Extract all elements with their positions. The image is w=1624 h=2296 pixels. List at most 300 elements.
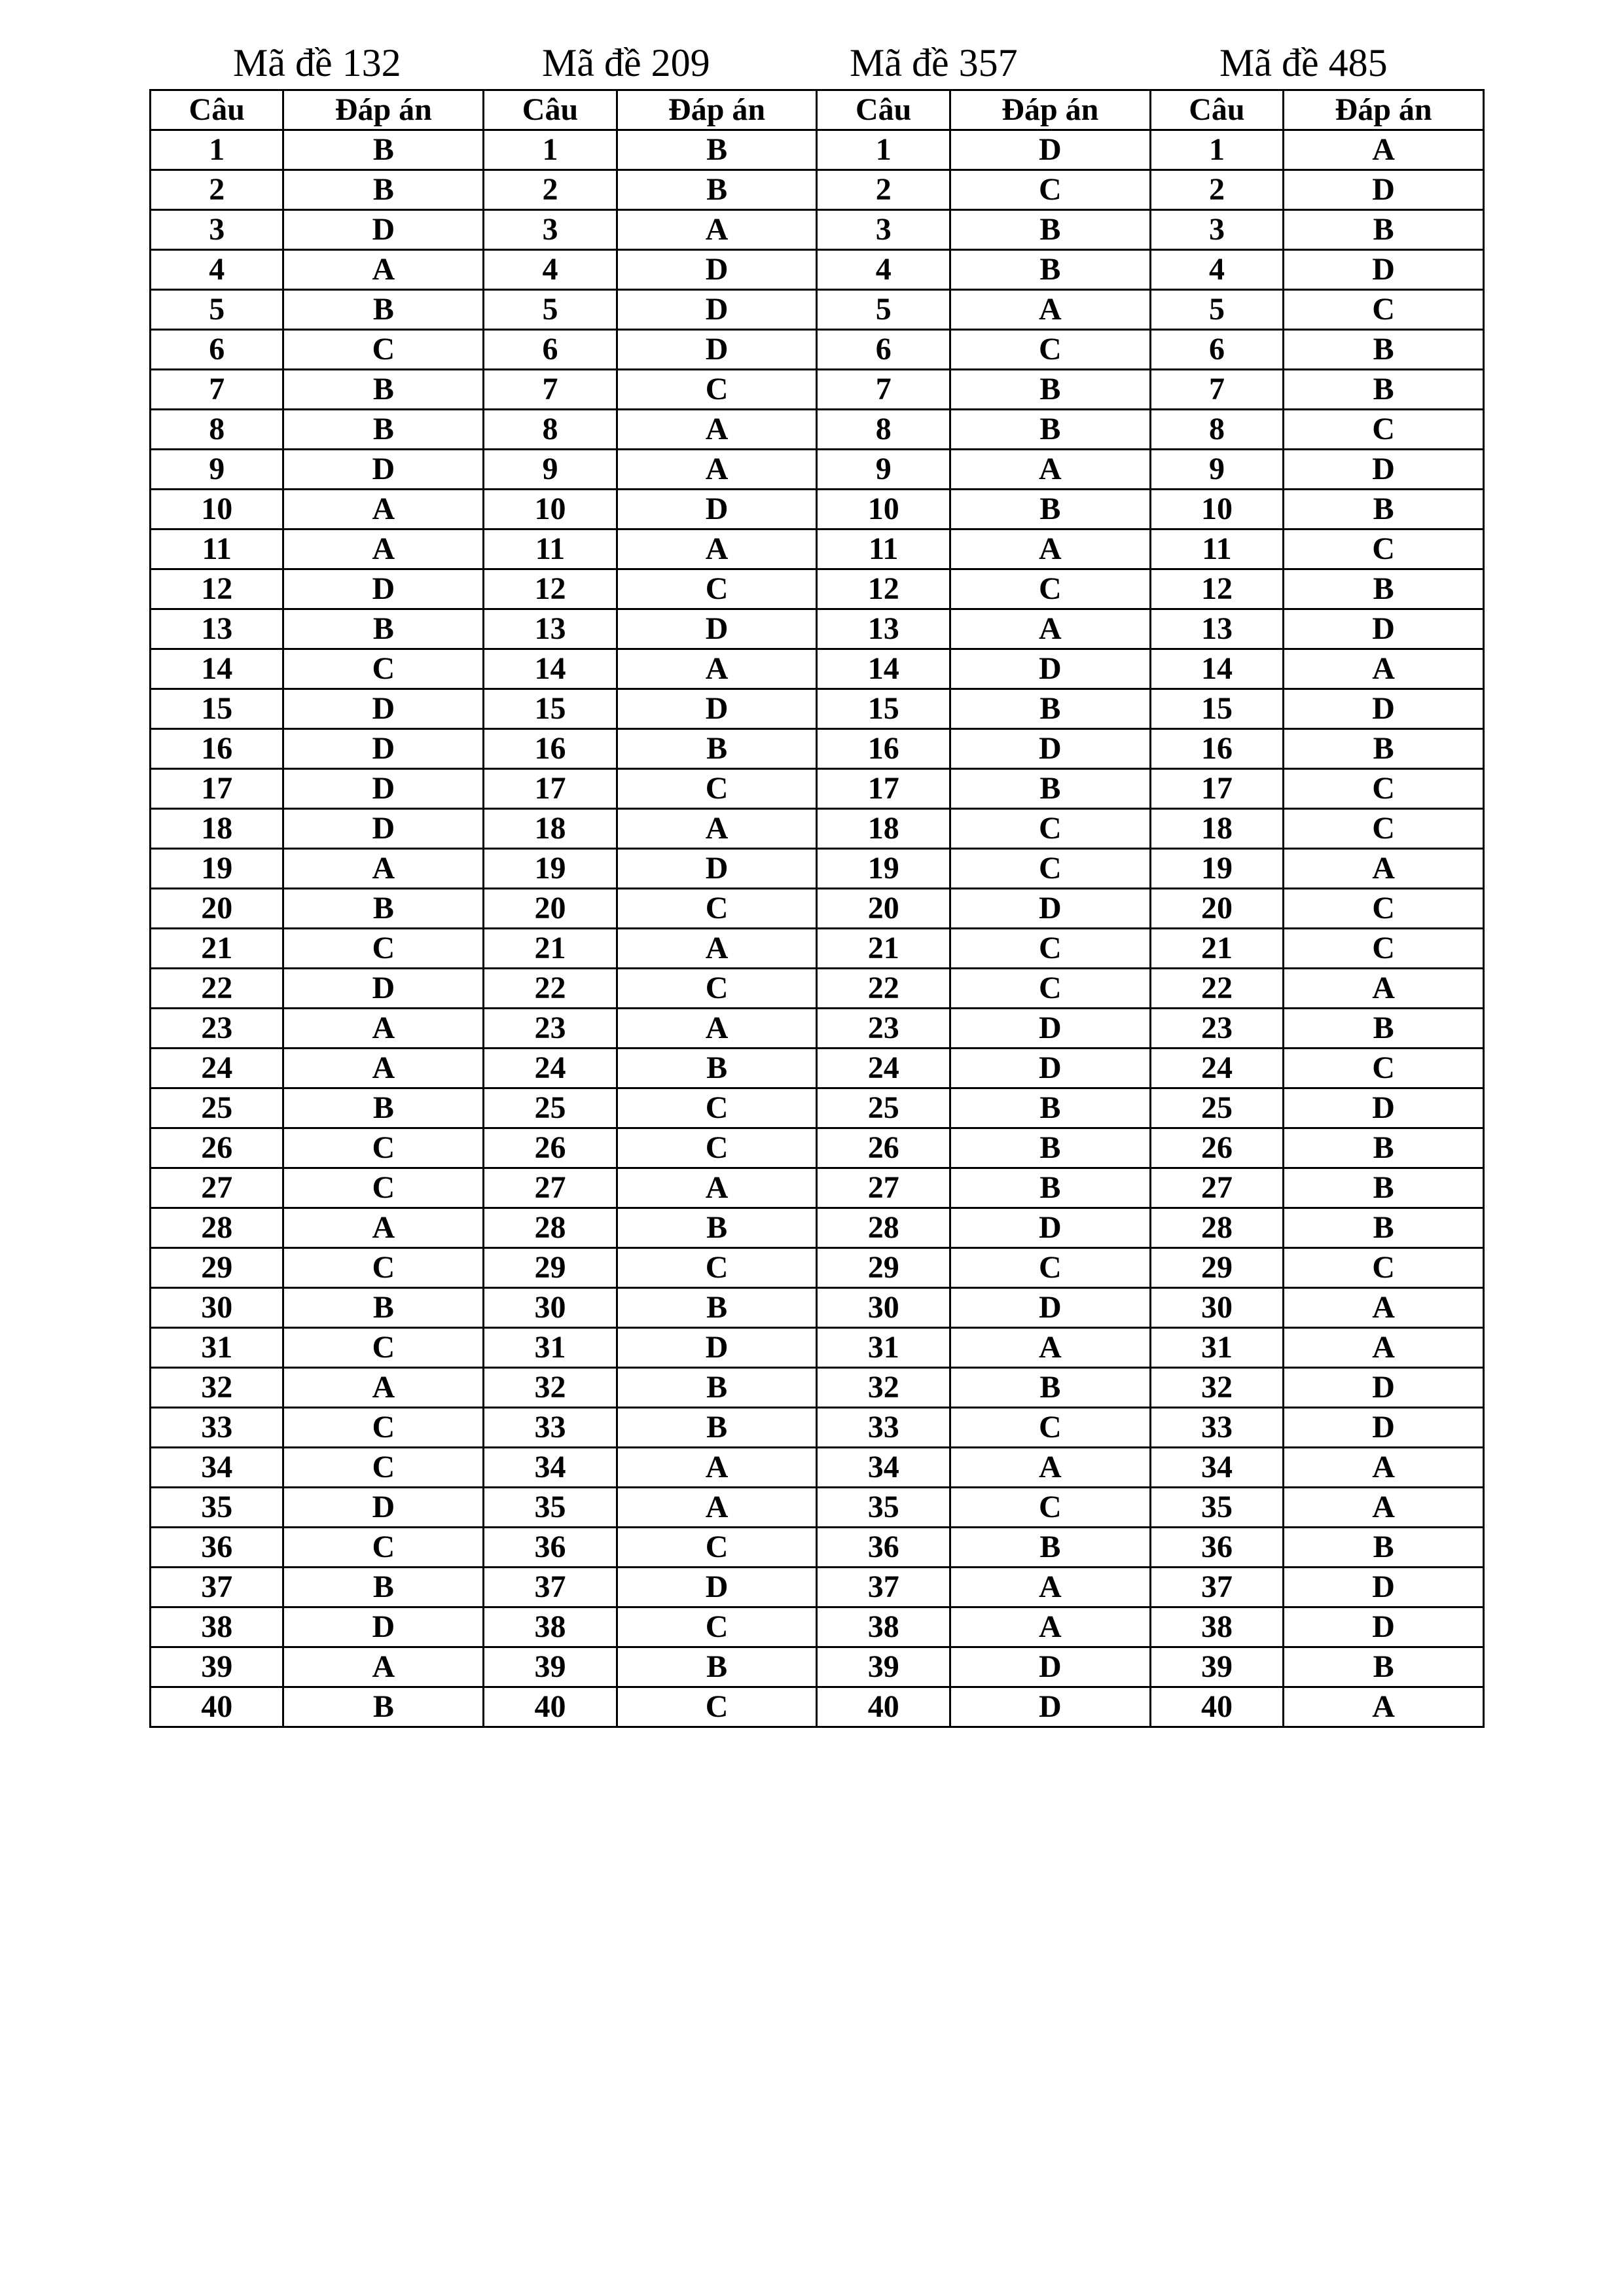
answer-cell: B xyxy=(1284,1647,1484,1687)
answer-cell: B xyxy=(1284,1128,1484,1168)
question-number: 38 xyxy=(817,1607,950,1647)
answer-cell: C xyxy=(283,649,484,689)
table-row xyxy=(151,1328,1484,1368)
answer-cell: D xyxy=(617,490,817,529)
answer-cell: B xyxy=(950,210,1150,250)
answer-cell: C xyxy=(950,170,1150,210)
question-number: 11 xyxy=(151,529,283,569)
answer-cell: C xyxy=(283,1408,484,1448)
answer-key-table xyxy=(149,89,1485,1728)
table-row xyxy=(151,410,1484,450)
question-number: 27 xyxy=(151,1168,283,1208)
table-row xyxy=(151,969,1484,1009)
question-number: 15 xyxy=(1150,689,1283,729)
answer-cell: A xyxy=(283,1208,484,1248)
answer-cell: B xyxy=(950,1168,1150,1208)
question-number: 28 xyxy=(817,1208,950,1248)
question-number: 32 xyxy=(484,1368,617,1408)
answer-cell: B xyxy=(1284,1168,1484,1208)
question-number: 22 xyxy=(817,969,950,1009)
question-number: 37 xyxy=(1150,1568,1283,1607)
answer-cell: D xyxy=(950,1687,1150,1727)
answer-cell: C xyxy=(283,1328,484,1368)
answer-cell: A xyxy=(1284,969,1484,1009)
answer-cell: D xyxy=(1284,609,1484,649)
table-row xyxy=(151,1088,1484,1128)
question-number: 24 xyxy=(151,1049,283,1088)
question-number: 40 xyxy=(151,1687,283,1727)
question-number: 13 xyxy=(151,609,283,649)
answer-cell: A xyxy=(950,1328,1150,1368)
answer-header: Đáp án xyxy=(617,90,817,130)
answer-cell: A xyxy=(617,410,817,450)
exam-code-357: Mã đề 357 xyxy=(850,41,1018,84)
question-header: Câu xyxy=(1150,90,1283,130)
question-number: 32 xyxy=(151,1368,283,1408)
question-number: 4 xyxy=(484,250,617,290)
answer-cell: D xyxy=(1284,689,1484,729)
answer-cell: A xyxy=(617,210,817,250)
table-row xyxy=(151,1168,1484,1208)
question-number: 7 xyxy=(1150,370,1283,410)
question-number: 15 xyxy=(484,689,617,729)
answer-cell: B xyxy=(283,1687,484,1727)
question-number: 31 xyxy=(484,1328,617,1368)
answer-cell: C xyxy=(283,330,484,370)
answer-cell: D xyxy=(617,689,817,729)
answer-cell: D xyxy=(950,1647,1150,1687)
answer-cell: B xyxy=(1284,490,1484,529)
answer-cell: D xyxy=(617,330,817,370)
answer-cell: A xyxy=(617,1168,817,1208)
table-row xyxy=(151,1568,1484,1607)
answer-cell: C xyxy=(617,370,817,410)
question-number: 21 xyxy=(817,929,950,969)
question-number: 6 xyxy=(817,330,950,370)
answer-cell: A xyxy=(283,849,484,889)
answer-cell: C xyxy=(1284,769,1484,809)
question-number: 14 xyxy=(1150,649,1283,689)
answer-cell: B xyxy=(950,1088,1150,1128)
question-number: 1 xyxy=(817,130,950,170)
table-row xyxy=(151,809,1484,849)
question-number: 40 xyxy=(484,1687,617,1727)
answer-cell: A xyxy=(950,1448,1150,1488)
question-number: 19 xyxy=(484,849,617,889)
answer-cell: B xyxy=(950,1368,1150,1408)
answer-cell: D xyxy=(1284,1368,1484,1408)
answer-cell: A xyxy=(950,450,1150,490)
question-number: 12 xyxy=(817,569,950,609)
table-row xyxy=(151,330,1484,370)
answer-cell: B xyxy=(283,410,484,450)
question-number: 34 xyxy=(151,1448,283,1488)
question-number: 20 xyxy=(484,889,617,929)
question-number: 36 xyxy=(484,1528,617,1568)
answer-cell: A xyxy=(617,529,817,569)
answer-cell: A xyxy=(950,1607,1150,1647)
question-number: 5 xyxy=(1150,290,1283,330)
answer-cell: C xyxy=(617,1528,817,1568)
answer-cell: B xyxy=(950,410,1150,450)
answer-cell: A xyxy=(950,290,1150,330)
question-number: 37 xyxy=(151,1568,283,1607)
answer-cell: B xyxy=(950,370,1150,410)
answer-cell: D xyxy=(283,769,484,809)
exam-code-485: Mã đề 485 xyxy=(1219,41,1388,84)
answer-cell: C xyxy=(617,1687,817,1727)
answer-cell: B xyxy=(950,769,1150,809)
answer-cell: D xyxy=(950,729,1150,769)
question-number: 35 xyxy=(1150,1488,1283,1528)
answer-cell: B xyxy=(1284,1009,1484,1049)
answer-cell: A xyxy=(617,929,817,969)
answer-cell: D xyxy=(950,1208,1150,1248)
answer-cell: B xyxy=(283,1088,484,1128)
answer-cell: B xyxy=(1284,370,1484,410)
answer-cell: D xyxy=(283,809,484,849)
question-number: 9 xyxy=(817,450,950,490)
question-number: 22 xyxy=(484,969,617,1009)
question-number: 18 xyxy=(817,809,950,849)
question-number: 24 xyxy=(484,1049,617,1088)
question-number: 39 xyxy=(817,1647,950,1687)
table-row xyxy=(151,210,1484,250)
question-number: 11 xyxy=(484,529,617,569)
table-row xyxy=(151,170,1484,210)
answer-cell: B xyxy=(617,1288,817,1328)
question-number: 27 xyxy=(817,1168,950,1208)
question-number: 8 xyxy=(484,410,617,450)
table-row xyxy=(151,250,1484,290)
answer-cell: C xyxy=(283,1128,484,1168)
answer-cell: A xyxy=(283,1368,484,1408)
question-number: 25 xyxy=(817,1088,950,1128)
question-number: 23 xyxy=(484,1009,617,1049)
question-number: 33 xyxy=(817,1408,950,1448)
answer-header: Đáp án xyxy=(1284,90,1484,130)
question-number: 25 xyxy=(151,1088,283,1128)
answer-cell: D xyxy=(617,849,817,889)
answer-cell: A xyxy=(950,529,1150,569)
question-number: 2 xyxy=(151,170,283,210)
answer-cell: A xyxy=(617,1009,817,1049)
question-number: 34 xyxy=(1150,1448,1283,1488)
question-number: 15 xyxy=(151,689,283,729)
answer-cell: A xyxy=(1284,1288,1484,1328)
question-number: 12 xyxy=(1150,569,1283,609)
answer-cell: A xyxy=(283,250,484,290)
answer-cell: C xyxy=(950,809,1150,849)
table-row xyxy=(151,1009,1484,1049)
answer-cell: C xyxy=(1284,1248,1484,1288)
question-number: 11 xyxy=(817,529,950,569)
answer-header: Đáp án xyxy=(283,90,484,130)
question-number: 35 xyxy=(151,1488,283,1528)
question-number: 25 xyxy=(484,1088,617,1128)
answer-cell: B xyxy=(283,130,484,170)
table-row xyxy=(151,1368,1484,1408)
table-row xyxy=(151,1488,1484,1528)
table-row xyxy=(151,569,1484,609)
question-number: 10 xyxy=(151,490,283,529)
answer-cell: B xyxy=(617,1647,817,1687)
question-number: 33 xyxy=(484,1408,617,1448)
answer-cell: C xyxy=(950,969,1150,1009)
question-number: 29 xyxy=(151,1248,283,1288)
answer-cell: B xyxy=(950,250,1150,290)
answer-cell: B xyxy=(1284,1208,1484,1248)
answer-cell: A xyxy=(950,1568,1150,1607)
answer-cell: A xyxy=(617,1488,817,1528)
question-number: 14 xyxy=(817,649,950,689)
question-number: 35 xyxy=(484,1488,617,1528)
question-header: Câu xyxy=(817,90,950,130)
question-number: 29 xyxy=(817,1248,950,1288)
question-number: 18 xyxy=(484,809,617,849)
question-number: 17 xyxy=(151,769,283,809)
question-number: 30 xyxy=(1150,1288,1283,1328)
question-number: 6 xyxy=(151,330,283,370)
question-number: 21 xyxy=(484,929,617,969)
question-number: 29 xyxy=(484,1248,617,1288)
answer-cell: A xyxy=(950,609,1150,649)
question-number: 16 xyxy=(817,729,950,769)
question-number: 13 xyxy=(817,609,950,649)
answer-cell: D xyxy=(617,609,817,649)
exam-code-headings xyxy=(149,38,1485,88)
table-row xyxy=(151,1408,1484,1448)
question-number: 11 xyxy=(1150,529,1283,569)
question-number: 3 xyxy=(1150,210,1283,250)
question-number: 28 xyxy=(1150,1208,1283,1248)
answer-cell: C xyxy=(283,1448,484,1488)
question-number: 14 xyxy=(151,649,283,689)
question-number: 27 xyxy=(1150,1168,1283,1208)
answer-cell: C xyxy=(283,1248,484,1288)
answer-cell: B xyxy=(1284,210,1484,250)
table-row xyxy=(151,1288,1484,1328)
answer-cell: A xyxy=(283,1009,484,1049)
answer-cell: C xyxy=(950,1248,1150,1288)
question-number: 22 xyxy=(1150,969,1283,1009)
answer-cell: D xyxy=(617,1568,817,1607)
question-number: 37 xyxy=(484,1568,617,1607)
answer-cell: C xyxy=(283,929,484,969)
question-number: 34 xyxy=(484,1448,617,1488)
question-number: 35 xyxy=(817,1488,950,1528)
question-number: 6 xyxy=(484,330,617,370)
question-number: 21 xyxy=(1150,929,1283,969)
answer-cell: D xyxy=(1284,450,1484,490)
table-row xyxy=(151,729,1484,769)
question-number: 40 xyxy=(817,1687,950,1727)
question-number: 13 xyxy=(1150,609,1283,649)
answer-cell: C xyxy=(617,1128,817,1168)
question-number: 24 xyxy=(1150,1049,1283,1088)
answer-cell: B xyxy=(617,170,817,210)
question-number: 33 xyxy=(151,1408,283,1448)
answer-cell: D xyxy=(283,569,484,609)
answer-cell: D xyxy=(283,1607,484,1647)
question-number: 18 xyxy=(1150,809,1283,849)
answer-cell: B xyxy=(283,889,484,929)
answer-cell: A xyxy=(1284,649,1484,689)
answer-cell: D xyxy=(950,130,1150,170)
answer-cell: D xyxy=(283,210,484,250)
question-number: 9 xyxy=(1150,450,1283,490)
question-number: 12 xyxy=(151,569,283,609)
question-number: 26 xyxy=(484,1128,617,1168)
question-number: 10 xyxy=(1150,490,1283,529)
answer-cell: D xyxy=(283,969,484,1009)
answer-header: Đáp án xyxy=(950,90,1150,130)
answer-cell: D xyxy=(283,1488,484,1528)
answer-cell: C xyxy=(950,330,1150,370)
table-row xyxy=(151,490,1484,529)
question-number: 40 xyxy=(1150,1687,1283,1727)
answer-cell: C xyxy=(283,1528,484,1568)
answer-cell: A xyxy=(1284,130,1484,170)
question-header: Câu xyxy=(151,90,283,130)
question-header: Câu xyxy=(484,90,617,130)
question-number: 31 xyxy=(817,1328,950,1368)
question-number: 5 xyxy=(151,290,283,330)
question-number: 7 xyxy=(484,370,617,410)
question-number: 26 xyxy=(1150,1128,1283,1168)
answer-cell: C xyxy=(1284,1049,1484,1088)
table-row xyxy=(151,450,1484,490)
question-number: 15 xyxy=(817,689,950,729)
question-number: 1 xyxy=(484,130,617,170)
answer-cell: B xyxy=(283,290,484,330)
answer-cell: C xyxy=(617,969,817,1009)
question-number: 25 xyxy=(1150,1088,1283,1128)
table-row xyxy=(151,609,1484,649)
question-number: 16 xyxy=(151,729,283,769)
answer-rows xyxy=(151,130,1484,1727)
answer-cell: C xyxy=(1284,889,1484,929)
answer-cell: B xyxy=(617,130,817,170)
answer-cell: C xyxy=(950,849,1150,889)
answer-cell: A xyxy=(1284,849,1484,889)
answer-cell: A xyxy=(617,649,817,689)
question-number: 1 xyxy=(1150,130,1283,170)
answer-cell: B xyxy=(617,729,817,769)
question-number: 39 xyxy=(484,1647,617,1687)
table-row xyxy=(151,769,1484,809)
header-row xyxy=(151,90,1484,130)
answer-cell: D xyxy=(617,250,817,290)
question-number: 39 xyxy=(151,1647,283,1687)
question-number: 32 xyxy=(1150,1368,1283,1408)
question-number: 8 xyxy=(151,410,283,450)
question-number: 10 xyxy=(484,490,617,529)
question-number: 36 xyxy=(1150,1528,1283,1568)
question-number: 10 xyxy=(817,490,950,529)
question-number: 19 xyxy=(151,849,283,889)
question-number: 4 xyxy=(151,250,283,290)
answer-cell: C xyxy=(950,1408,1150,1448)
answer-cell: C xyxy=(283,1168,484,1208)
table-row xyxy=(151,689,1484,729)
answer-cell: C xyxy=(617,769,817,809)
answer-cell: A xyxy=(1284,1488,1484,1528)
question-number: 3 xyxy=(151,210,283,250)
table-row xyxy=(151,370,1484,410)
question-number: 13 xyxy=(484,609,617,649)
answer-cell: A xyxy=(1284,1328,1484,1368)
question-number: 26 xyxy=(151,1128,283,1168)
question-number: 29 xyxy=(1150,1248,1283,1288)
question-number: 3 xyxy=(817,210,950,250)
question-number: 26 xyxy=(817,1128,950,1168)
answer-cell: D xyxy=(1284,1568,1484,1607)
table-row xyxy=(151,290,1484,330)
answer-cell: B xyxy=(617,1368,817,1408)
table-row xyxy=(151,1607,1484,1647)
table-row xyxy=(151,1687,1484,1727)
answer-cell: C xyxy=(617,1607,817,1647)
answer-cell: A xyxy=(617,1448,817,1488)
question-number: 4 xyxy=(1150,250,1283,290)
question-number: 38 xyxy=(1150,1607,1283,1647)
question-number: 18 xyxy=(151,809,283,849)
question-number: 5 xyxy=(484,290,617,330)
answer-cell: A xyxy=(283,490,484,529)
answer-cell: D xyxy=(1284,170,1484,210)
question-number: 34 xyxy=(817,1448,950,1488)
question-number: 28 xyxy=(151,1208,283,1248)
table-row xyxy=(151,1248,1484,1288)
question-number: 17 xyxy=(484,769,617,809)
question-number: 16 xyxy=(484,729,617,769)
table-row xyxy=(151,1049,1484,1088)
answer-cell: D xyxy=(950,1049,1150,1088)
answer-cell: C xyxy=(1284,809,1484,849)
question-number: 20 xyxy=(817,889,950,929)
question-number: 7 xyxy=(817,370,950,410)
answer-cell: C xyxy=(1284,410,1484,450)
answer-cell: A xyxy=(1284,1448,1484,1488)
question-number: 9 xyxy=(484,450,617,490)
question-number: 36 xyxy=(151,1528,283,1568)
question-number: 19 xyxy=(1150,849,1283,889)
table-row xyxy=(151,130,1484,170)
answer-cell: D xyxy=(1284,1607,1484,1647)
question-number: 30 xyxy=(484,1288,617,1328)
question-number: 36 xyxy=(817,1528,950,1568)
answer-cell: A xyxy=(283,1049,484,1088)
answer-cell: C xyxy=(1284,290,1484,330)
answer-cell: D xyxy=(950,1288,1150,1328)
answer-cell: B xyxy=(283,170,484,210)
answer-cell: A xyxy=(283,1647,484,1687)
question-number: 5 xyxy=(817,290,950,330)
question-number: 39 xyxy=(1150,1647,1283,1687)
question-number: 4 xyxy=(817,250,950,290)
table-row xyxy=(151,1647,1484,1687)
table-row xyxy=(151,649,1484,689)
answer-cell: D xyxy=(617,290,817,330)
question-number: 21 xyxy=(151,929,283,969)
answer-cell: B xyxy=(950,1128,1150,1168)
table-row xyxy=(151,1528,1484,1568)
question-number: 32 xyxy=(817,1368,950,1408)
question-number: 23 xyxy=(817,1009,950,1049)
answer-cell: C xyxy=(617,889,817,929)
question-number: 8 xyxy=(1150,410,1283,450)
